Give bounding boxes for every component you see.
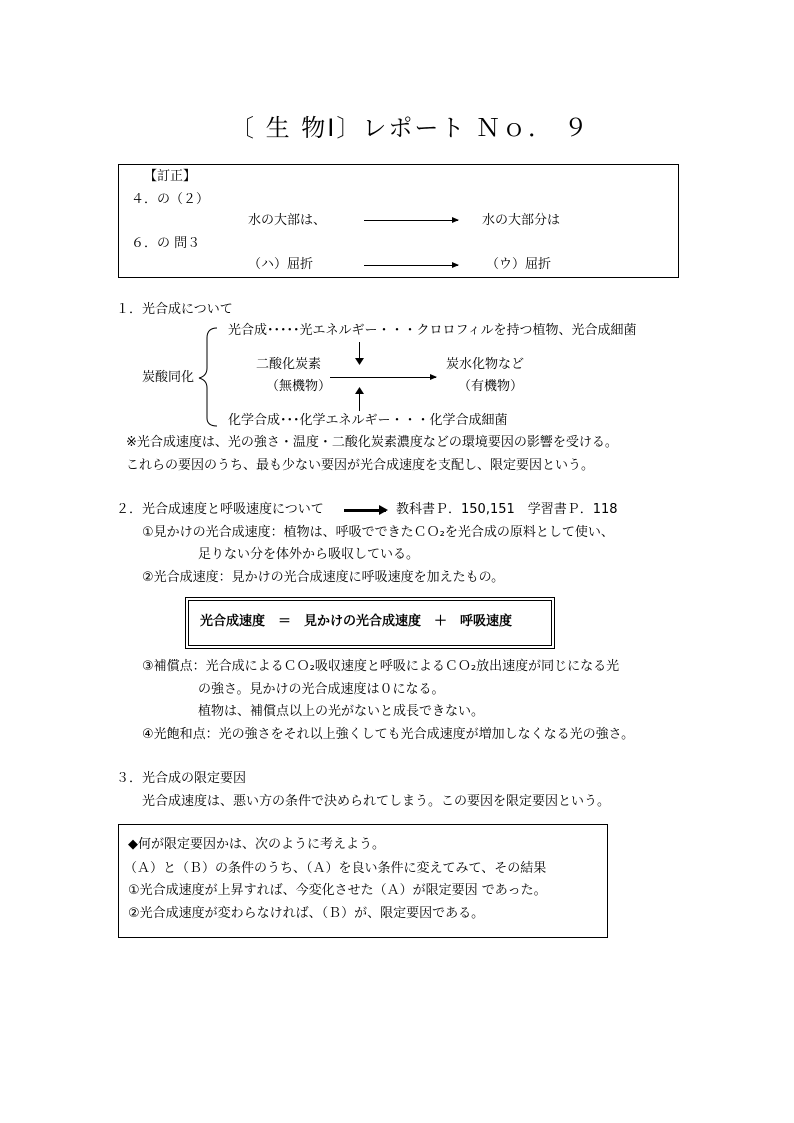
correction-header: 【訂正】	[144, 169, 197, 184]
item-saturation-point: ④光飽和点：光の強さをそれ以上強くしても光合成速度が増加しなくなる光の強さ。	[142, 727, 635, 742]
item-photosynthesis-rate: ②光合成速度：見かけの光合成速度に呼吸速度を加えたもの。	[142, 570, 505, 585]
section3-line: 光合成速度は、悪い方の条件で決められてしまう。この要因を限定要因という。	[142, 794, 611, 809]
correction-item1-from: 水の大部は、	[248, 213, 327, 228]
correction-item2-to: （ウ）屈折	[486, 257, 552, 272]
down-arrow-head-icon	[355, 358, 364, 366]
brace-icon	[195, 324, 225, 430]
correction-item2-label: ６．の 問３	[131, 236, 201, 251]
reactant-sub: （無機物）	[266, 379, 332, 394]
item-apparent-rate: ①見かけの光合成速度：植物は、呼吸でできたＣＯ₂を光合成の原料として使い、	[142, 525, 614, 540]
up-arrow-icon	[359, 393, 360, 411]
carbon-assimilation-label: 炭酸同化	[142, 370, 195, 385]
reactant: 二酸化炭素	[256, 357, 322, 372]
item-apparent-rate-cont: 足りない分を体外から吸収している。	[198, 547, 420, 562]
section3-heading: ３．光合成の限定要因	[116, 771, 247, 786]
page-title: 〔 生 物Ⅰ〕レポート Ｎｏ． ９	[230, 114, 590, 142]
section2-heading: ２．光合成速度と呼吸速度について	[116, 502, 324, 517]
product-sub: （有機物）	[458, 379, 524, 394]
correction-item1-label: ４．の（２）	[131, 192, 210, 207]
bold-arrow-icon	[344, 509, 386, 512]
right-arrow-icon	[364, 220, 458, 221]
item-compensation-point: ③補償点：光合成によるＣＯ₂吸収速度と呼吸によるＣＯ₂放出速度が同じになる光	[142, 659, 620, 674]
right-arrow-icon	[364, 265, 458, 266]
correction-item2-from: （ハ）屈折	[248, 257, 314, 272]
item-compensation-point-cont: の強さ。見かけの光合成速度は０になる。	[198, 682, 445, 697]
section1-heading: １．光合成について	[116, 302, 233, 317]
reference: 教科書Ｐ．150,151 学習書Ｐ．118	[396, 502, 618, 517]
box-line-1: ◆何が限定要因かは、次のように考えよう。	[128, 837, 385, 852]
reaction-arrow-icon	[330, 377, 436, 378]
correction-box	[118, 164, 679, 278]
box-line-3: ①光合成速度が上昇すれば、今変化させた（Ａ）が限定要因 であった。	[128, 883, 547, 898]
product: 炭水化物など	[446, 357, 525, 372]
branch-chemosynthesis: 化学合成･･･化学エネルギー・・・化学合成細菌	[228, 413, 508, 428]
box-line-2: （Ａ）と（Ｂ）の条件のうち、（Ａ）を良い条件に変えてみて、その結果	[124, 861, 547, 876]
correction-item1-to: 水の大部分は	[482, 213, 561, 228]
note-1: ※光合成速度は、光の強さ・温度・二酸化炭素濃度などの環境要因の影響を受ける。	[126, 435, 618, 450]
formula: 光合成速度 ＝ 見かけの光合成速度 ＋ 呼吸速度	[200, 614, 513, 629]
note-2: これらの要因のうち、最も少ない要因が光合成速度を支配し、限定要因という。	[126, 458, 595, 473]
item-compensation-point-note: 植物は、補償点以上の光がないと成長できない。	[198, 704, 485, 719]
branch-photosynthesis: 光合成･････光エネルギー・・・クロロフィルを持つ植物、光合成細菌	[228, 323, 637, 338]
box-line-4: ②光合成速度が変わらなければ、（Ｂ）が、限定要因である。	[128, 906, 485, 921]
